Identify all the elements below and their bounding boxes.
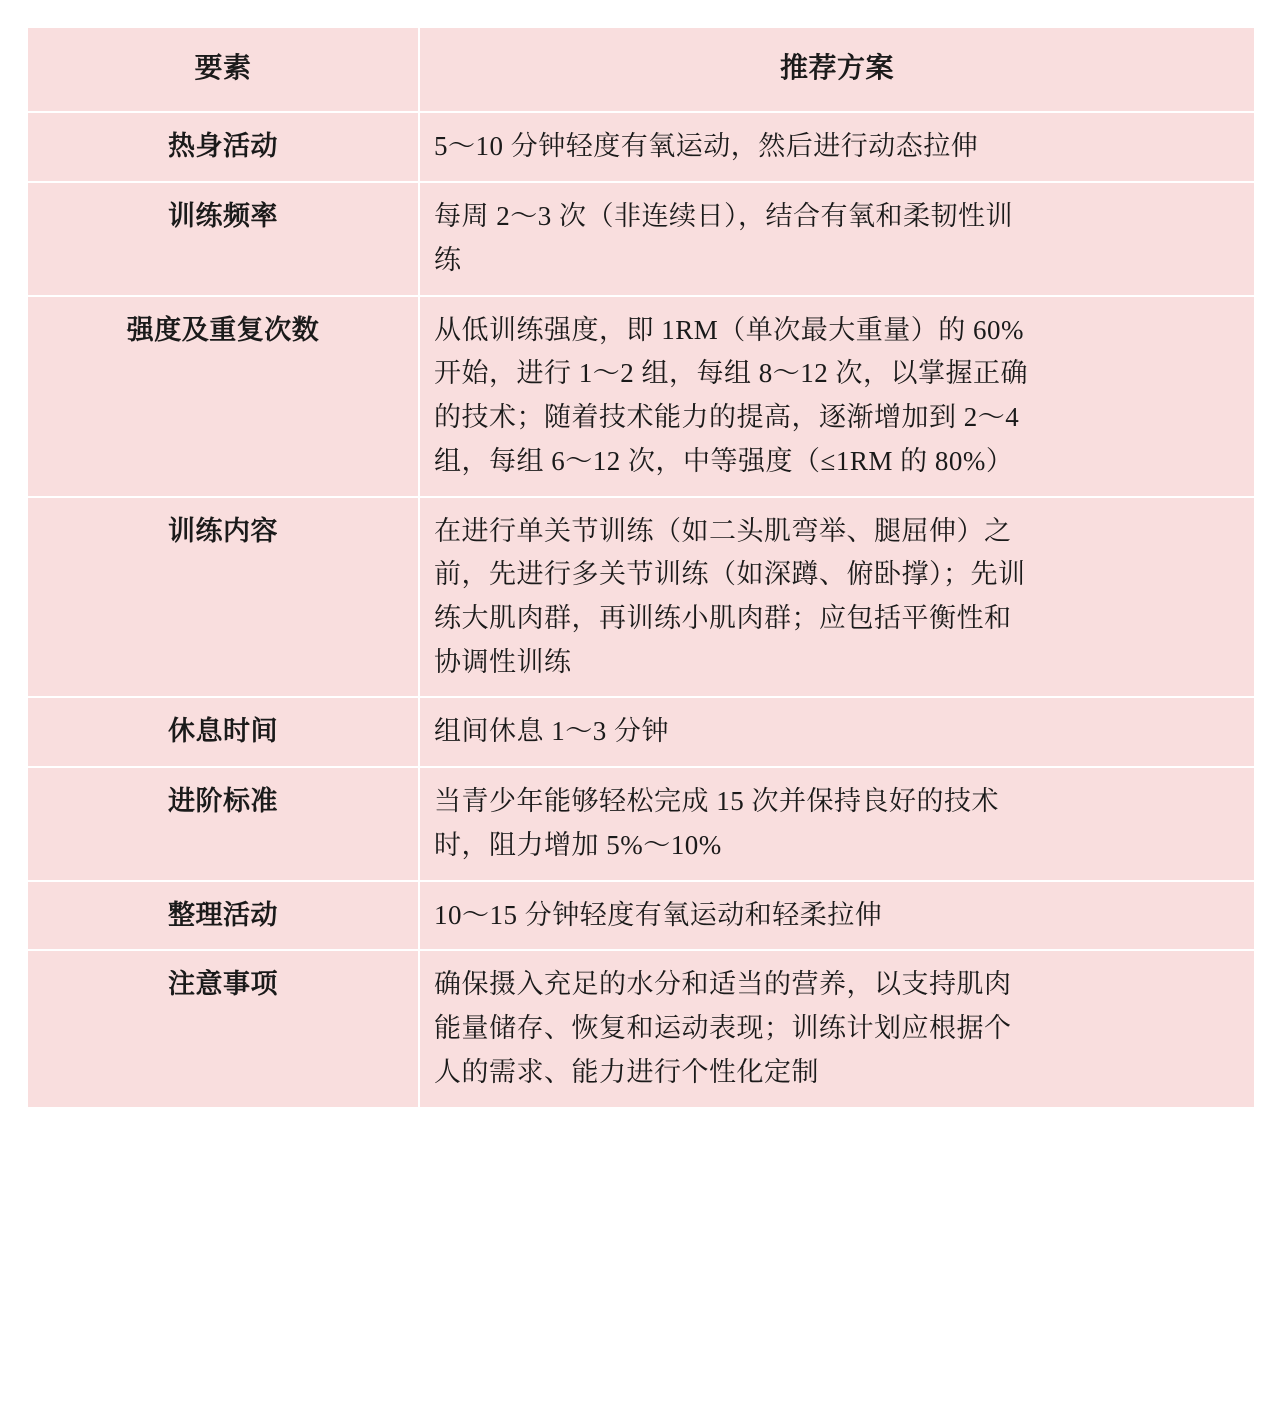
column-header-plan: 推荐方案 <box>419 27 1255 112</box>
cell-element: 训练内容 <box>27 497 419 698</box>
plan-line: 组，每组 6～12 次，中等强度（≤1RM 的 80%） <box>434 445 1014 476</box>
table-row <box>27 182 1255 295</box>
cell-plan <box>419 112 1255 182</box>
cell-element: 训练频率 <box>27 182 419 295</box>
table-row <box>27 881 1255 951</box>
cell-element: 强度及重复次数 <box>27 296 419 497</box>
plan-line: 当青少年能够轻松完成 15 次并保持良好的技术 <box>434 786 999 817</box>
plan-line: 确保摄入充足的水分和适当的营养，以支持肌肉 <box>434 969 1012 1000</box>
cell-plan <box>419 697 1255 767</box>
column-header-element: 要素 <box>27 27 419 112</box>
plan-line: 组间休息 1～3 分钟 <box>434 716 669 747</box>
cell-element: 进阶标准 <box>27 767 419 880</box>
plan-line: 人的需求、能力进行个性化定制 <box>434 1056 819 1087</box>
table-row <box>27 767 1255 880</box>
table-header <box>27 27 1255 112</box>
cell-plan <box>419 497 1255 698</box>
cell-plan <box>419 296 1255 497</box>
cell-plan <box>419 767 1255 880</box>
cell-element: 热身活动 <box>27 112 419 182</box>
table-row <box>27 112 1255 182</box>
table-row <box>27 950 1255 1107</box>
plan-line: 在进行单关节训练（如二头肌弯举、腿屈伸）之 <box>434 515 1012 546</box>
plan-line: 从低训练强度，即 1RM（单次最大重量）的 60% <box>434 314 1025 345</box>
table-header-row <box>27 27 1255 112</box>
plan-line: 开始，进行 1～2 组，每组 8～12 次，以掌握正确 <box>434 358 1028 389</box>
cell-element: 休息时间 <box>27 697 419 767</box>
plan-line: 10～15 分钟轻度有氧运动和轻柔拉伸 <box>434 899 883 930</box>
training-recommendation-table <box>26 26 1256 1109</box>
table-row <box>27 697 1255 767</box>
plan-line: 练 <box>434 244 462 275</box>
plan-line: 5～10 分钟轻度有氧运动，然后进行动态拉伸 <box>434 131 979 162</box>
plan-line: 的技术；随着技术能力的提高，逐渐增加到 2～4 <box>434 402 1020 433</box>
cell-plan <box>419 881 1255 951</box>
plan-line: 前，先进行多关节训练（如深蹲、俯卧撑）；先训 <box>434 559 1026 590</box>
plan-line: 能量储存、恢复和运动表现；训练计划应根据个 <box>434 1013 1012 1044</box>
cell-element: 注意事项 <box>27 950 419 1107</box>
table-body <box>27 112 1255 1107</box>
plan-line: 练大肌肉群，再训练小肌肉群；应包括平衡性和 <box>434 602 1012 633</box>
cell-element: 整理活动 <box>27 881 419 951</box>
table-row <box>27 296 1255 497</box>
table-row <box>27 497 1255 698</box>
cell-plan <box>419 182 1255 295</box>
plan-line: 每周 2～3 次（非连续日），结合有氧和柔韧性训 <box>434 201 1013 232</box>
plan-line: 时，阻力增加 5%～10% <box>434 829 722 860</box>
cell-plan <box>419 950 1255 1107</box>
plan-line: 协调性训练 <box>434 646 572 677</box>
